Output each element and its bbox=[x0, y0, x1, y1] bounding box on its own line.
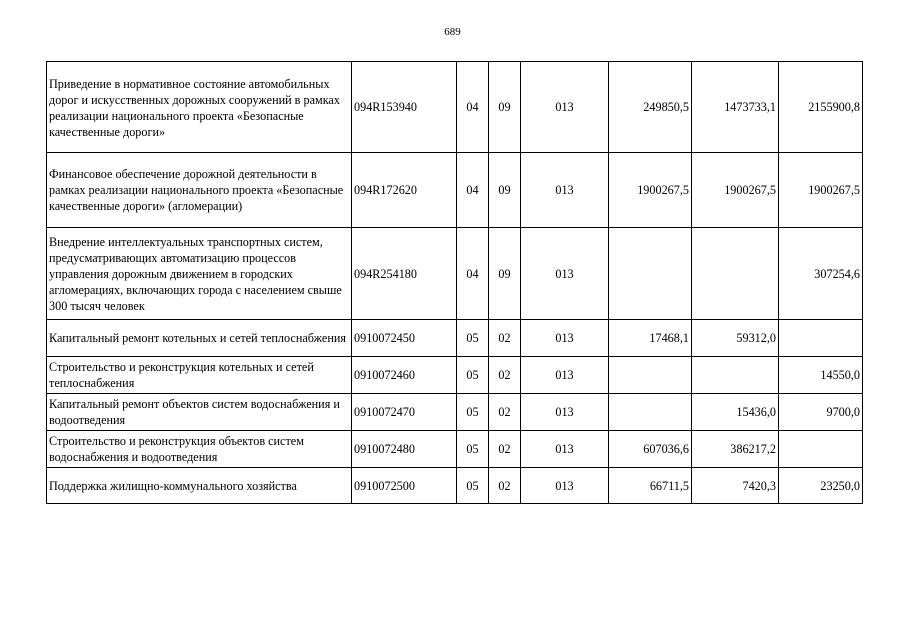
amount-col-3: 14550,0 bbox=[779, 357, 863, 394]
row-name: Поддержка жилищно-коммунального хозяйства bbox=[47, 468, 352, 504]
amount-col-3: 23250,0 bbox=[779, 468, 863, 504]
target-article-code: 0910072460 bbox=[352, 357, 457, 394]
amount-col-3: 1900267,5 bbox=[779, 153, 863, 228]
row-name: Строительство и реконструкция объектов систем водоснабжения и водоотведения bbox=[47, 431, 352, 468]
amount-col-3: 307254,6 bbox=[779, 228, 863, 320]
target-article-code: 094R254180 bbox=[352, 228, 457, 320]
row-name: Капитальный ремонт котельных и сетей теплоснабжения bbox=[47, 320, 352, 357]
amount-col-1 bbox=[609, 394, 692, 431]
subsection-code: 09 bbox=[489, 228, 521, 320]
subsection-code: 02 bbox=[489, 468, 521, 504]
amount-col-2: 386217,2 bbox=[692, 431, 779, 468]
table-row bbox=[47, 228, 863, 320]
section-code: 05 bbox=[457, 394, 489, 431]
section-code: 04 bbox=[457, 62, 489, 153]
amount-col-3: 9700,0 bbox=[779, 394, 863, 431]
row-name: Капитальный ремонт объектов систем водоснабжения и водоотведения bbox=[47, 394, 352, 431]
amount-col-3 bbox=[779, 431, 863, 468]
subsection-code: 09 bbox=[489, 153, 521, 228]
amount-col-1: 249850,5 bbox=[609, 62, 692, 153]
amount-col-1: 66711,5 bbox=[609, 468, 692, 504]
amount-col-1: 1900267,5 bbox=[609, 153, 692, 228]
target-article-code: 0910072450 bbox=[352, 320, 457, 357]
expense-type-code: 013 bbox=[521, 62, 609, 153]
expense-type-code: 013 bbox=[521, 468, 609, 504]
amount-col-2: 7420,3 bbox=[692, 468, 779, 504]
section-code: 05 bbox=[457, 431, 489, 468]
amount-col-2: 15436,0 bbox=[692, 394, 779, 431]
target-article-code: 0910072500 bbox=[352, 468, 457, 504]
table-row bbox=[47, 62, 863, 153]
amount-col-2: 59312,0 bbox=[692, 320, 779, 357]
table-row bbox=[47, 468, 863, 504]
expense-type-code: 013 bbox=[521, 153, 609, 228]
section-code: 05 bbox=[457, 468, 489, 504]
amount-col-2 bbox=[692, 228, 779, 320]
expense-type-code: 013 bbox=[521, 228, 609, 320]
subsection-code: 02 bbox=[489, 431, 521, 468]
amount-col-2: 1900267,5 bbox=[692, 153, 779, 228]
target-article-code: 0910072470 bbox=[352, 394, 457, 431]
section-code: 05 bbox=[457, 357, 489, 394]
expense-type-code: 013 bbox=[521, 357, 609, 394]
expense-type-code: 013 bbox=[521, 394, 609, 431]
section-code: 04 bbox=[457, 228, 489, 320]
budget-table bbox=[46, 61, 863, 504]
target-article-code: 094R153940 bbox=[352, 62, 457, 153]
row-name: Приведение в нормативное состояние автомобильных дорог и искусственных дорожных сооружений в рамках реализации национального проекта «Безопасные качественные дороги» bbox=[47, 62, 352, 153]
table-row bbox=[47, 431, 863, 468]
amount-col-3: 2155900,8 bbox=[779, 62, 863, 153]
section-code: 05 bbox=[457, 320, 489, 357]
amount-col-2 bbox=[692, 357, 779, 394]
subsection-code: 09 bbox=[489, 62, 521, 153]
row-name: Финансовое обеспечение дорожной деятельности в рамках реализации национального проекта «Безопасные качественные дороги» (агломерации) bbox=[47, 153, 352, 228]
subsection-code: 02 bbox=[489, 394, 521, 431]
table-row bbox=[47, 153, 863, 228]
row-name: Строительство и реконструкция котельных и сетей теплоснабжения bbox=[47, 357, 352, 394]
subsection-code: 02 bbox=[489, 320, 521, 357]
amount-col-1: 607036,6 bbox=[609, 431, 692, 468]
page-number: 689 bbox=[444, 26, 461, 38]
expense-type-code: 013 bbox=[521, 431, 609, 468]
amount-col-3 bbox=[779, 320, 863, 357]
amount-col-1: 17468,1 bbox=[609, 320, 692, 357]
expense-type-code: 013 bbox=[521, 320, 609, 357]
target-article-code: 0910072480 bbox=[352, 431, 457, 468]
table-row bbox=[47, 394, 863, 431]
subsection-code: 02 bbox=[489, 357, 521, 394]
amount-col-2: 1473733,1 bbox=[692, 62, 779, 153]
table-row bbox=[47, 357, 863, 394]
amount-col-1 bbox=[609, 357, 692, 394]
row-name: Внедрение интеллектуальных транспортных систем, предусматривающих автоматизацию процессов управления дорожным движением в городских агломерациях, включающих города с населением свыше 300 тысяч человек bbox=[47, 228, 352, 320]
amount-col-1 bbox=[609, 228, 692, 320]
target-article-code: 094R172620 bbox=[352, 153, 457, 228]
table-row bbox=[47, 320, 863, 357]
section-code: 04 bbox=[457, 153, 489, 228]
